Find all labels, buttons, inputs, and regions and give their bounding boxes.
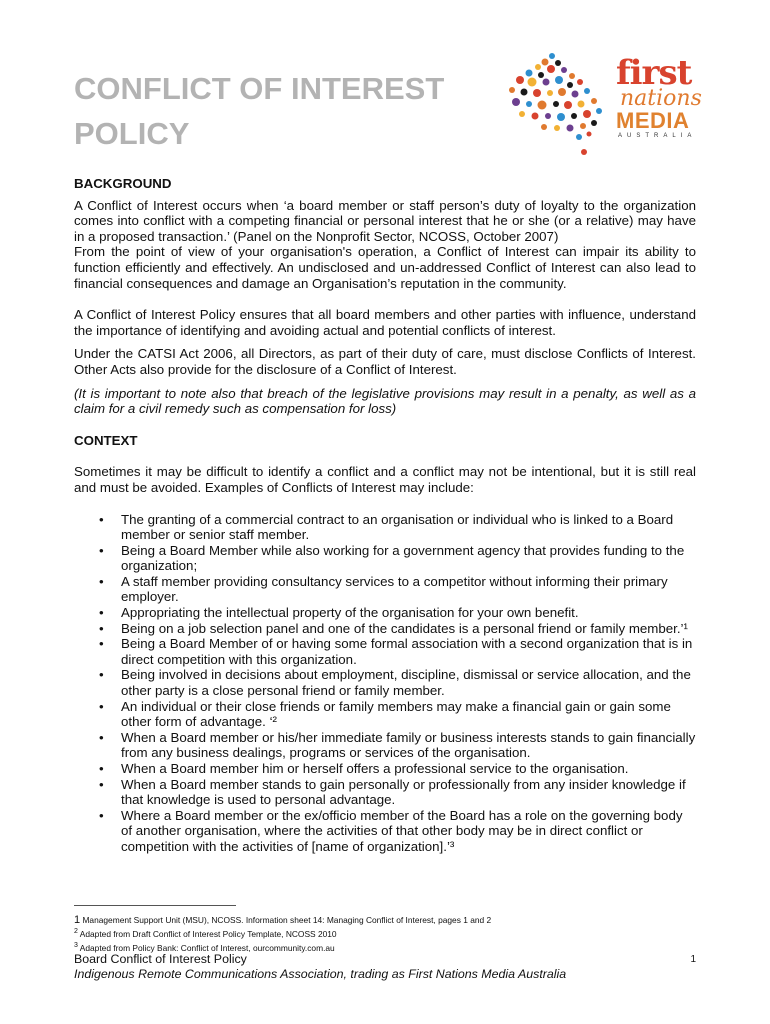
background-paragraph-4: Under the CATSI Act 2006, all Directors, as part of their duty of care, must disclose Conflicts of Interest. Other Acts also provide for the disclosure of a Conflict of Interest. bbox=[74, 346, 696, 377]
footer-organisation: Indigenous Remote Communications Association, trading as First Nations Media Australia bbox=[74, 967, 567, 981]
page-footer bbox=[74, 952, 696, 982]
list-item: • Being a Board Member of or having some formal association with a second organization that is in direct competition with this organization. bbox=[121, 636, 696, 667]
background-paragraph-2: From the point of view of your organisation's operation, a Conflict of Interest can impair its ability to function efficiently and effectively. An undisclosed and un-addressed Conflict of Interest can also lead to financial consequences and damage an Organisation’s reputation in the community. bbox=[74, 244, 696, 291]
context-intro: Sometimes it may be difficult to identify a conflict and a conflict may not be intentional, but it is still real and must be avoided. Examples of Conflicts of Interest may include: bbox=[74, 464, 696, 495]
list-item: • Being on a job selection panel and one of the candidates is a personal friend or family member.’¹ bbox=[121, 621, 696, 637]
list-item: • Where a Board member or the ex/officio member of the Board has a role on the governing body of another organisation, where the activities of that other body may be in direct conflict or competition with the activities of [name of organization].’³ bbox=[121, 808, 696, 855]
list-item: • Appropriating the intellectual property of the organisation for your own benefit. bbox=[121, 605, 696, 621]
logo-text-australia: AUSTRALIA bbox=[618, 133, 697, 139]
document-body bbox=[74, 176, 696, 855]
footnote-2: $^2$ Adapted from Draft Conflict of Interest Policy Template, NCOSS 2010 bbox=[74, 928, 337, 939]
title-line-1: CONFLICT OF INTEREST bbox=[74, 71, 445, 106]
footnote-1: 1 Management Support Unit (MSU), NCOSS. Information sheet 14: Managing Conflict of Interest, pages 1 and 2 bbox=[74, 914, 492, 926]
footnotes bbox=[74, 914, 694, 954]
background-paragraph-3: A Conflict of Interest Policy ensures that all board members and other parties with influence, understand the importance of identifying and avoiding actual and potential conflicts of interest. bbox=[74, 307, 696, 338]
australia-dot-map-icon bbox=[509, 53, 602, 155]
list-item: • A staff member providing consultancy services to a competitor without informing their primary employer. bbox=[121, 574, 696, 605]
logo-text-nations: nations bbox=[620, 86, 702, 111]
list-item: • The granting of a commercial contract to an organisation or individual who is linked to a Board member or senior staff member. bbox=[121, 512, 696, 543]
page-title bbox=[74, 66, 494, 156]
footer-title: Board Conflict of Interest Policy bbox=[74, 952, 247, 966]
background-paragraph-1: A Conflict of Interest occurs when ‘a board member or staff person’s duty of loyalty to the organization comes into conflict with a competing financial or personal interest that he or she (or a relative) may have in a proposed transaction.’ (Panel on the Nonprofit Sector, NCOSS, October 2007) bbox=[74, 197, 696, 244]
page-number: 1 bbox=[690, 954, 696, 965]
list-item: • When a Board member him or herself offers a professional service to the organisation. bbox=[121, 761, 696, 777]
logo-text-first: first bbox=[616, 53, 692, 93]
background-paragraph-5: (It is important to note also that breach of the legislative provisions may result in a penalty, as well as a claim for a civil remedy such as compensation for loss) bbox=[74, 385, 696, 417]
list-item: • When a Board member or his/her immediate family or business interests stands to gain financially from any business dealings, programs or services of the organisation. bbox=[121, 730, 696, 761]
list-item: • When a Board member stands to gain personally or professionally from any insider knowledge if that knowledge is used to personal advantage. bbox=[121, 777, 696, 808]
context-heading: CONTEXT bbox=[74, 432, 138, 448]
footnote-divider bbox=[74, 905, 236, 906]
list-item: • An individual or their close friends or family members may make a financial gain or gain some other form of advantage. ‘² bbox=[121, 699, 696, 730]
examples-list bbox=[74, 512, 696, 855]
footnote-3: $^3$ Adapted from Policy Bank: Conflict of Interest, ourcommunity.com.au bbox=[74, 941, 335, 953]
list-item: • Being involved in decisions about employment, discipline, dismissal or service allocation, and the other party is a close personal friend or family member. bbox=[121, 667, 696, 698]
list-item: • Being a Board Member while also working for a government agency that provides funding to the organization; bbox=[121, 543, 696, 574]
title-line-2: POLICY bbox=[74, 116, 190, 151]
logo-text-media: MEDIA bbox=[616, 108, 690, 133]
background-heading: BACKGROUND bbox=[74, 176, 172, 191]
